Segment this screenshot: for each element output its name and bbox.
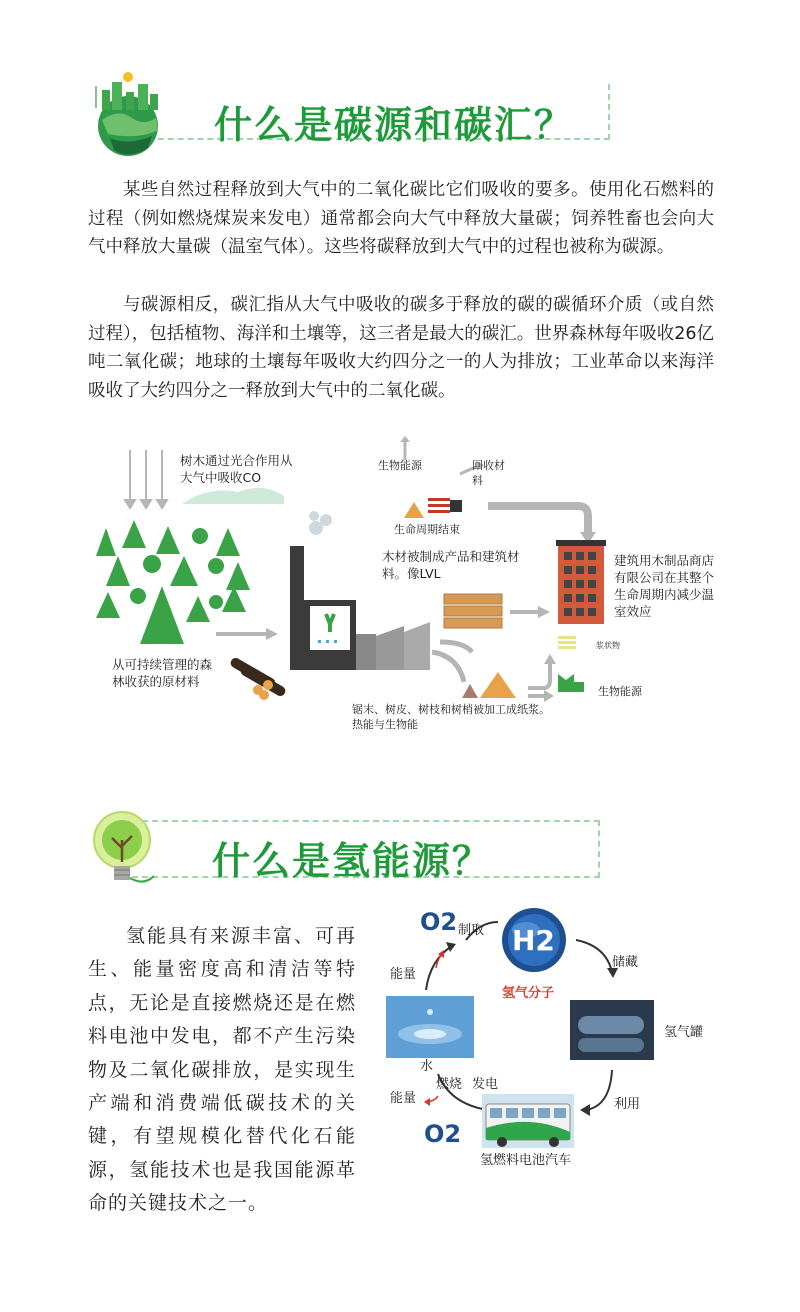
h2-label: H2	[512, 924, 555, 957]
end-of-life-label: 生命周期结束	[394, 523, 460, 536]
recycle-label: 回收材料	[472, 459, 505, 487]
sawdust-label: 锯末、树皮、树枝和树梢被加工成纸浆。热能与生物能	[352, 703, 550, 731]
bioenergy-bottom-label: 生物能源	[598, 685, 642, 698]
tank-label: 氢气罐	[664, 1025, 704, 1040]
bioenergy-top-label: 生物能源	[378, 459, 422, 472]
use-label: 利用	[614, 1097, 641, 1112]
section2-header	[82, 806, 602, 892]
trees-label: 树木通过光合作用从大气中吸收CO	[180, 453, 293, 485]
carbon-cycle-diagram	[88, 436, 728, 736]
o2-bottom-label: O2	[424, 1120, 462, 1148]
section2-title: 什么是氢能源？	[212, 839, 493, 883]
burn-label: 燃烧	[436, 1077, 463, 1092]
hydrogen-cycle-diagram	[380, 900, 730, 1180]
energy-bottom-label: 能量	[390, 1091, 417, 1106]
storage-label: 储藏	[612, 955, 639, 970]
globe-city-icon	[88, 68, 178, 160]
section1-paragraph-2: 与碳源相反，碳汇指从大气中吸收的碳多于释放的碳的碳循环介质（或自然过程），包括植物、海洋和土壤等，这三者是最大的碳汇。世界森林每年吸收26亿吨二氧化碳；地球的土壤每年吸收大约四分之一的人为排放；工业革命以来海洋吸收了大约四分之一释放到大气中的二氧化碳。	[88, 295, 715, 401]
energy-top-label: 能量	[390, 967, 417, 982]
forest-label: 从可持续管理的森林收获的原材料	[112, 657, 213, 689]
building-materials-label: 木材被制成产品和建筑材料。像LVL	[382, 549, 520, 581]
section1-paragraph-1: 某些自然过程释放到大气中的二氧化碳比它们吸收的要多。使用化石燃料的过程（例如燃烧煤炭来发电）通常都会向大气中释放大量碳；饲养牲畜也会向大气中释放大量碳（温室气体）。这些将碳释放到大气中的过程也被称为碳源。	[88, 180, 714, 257]
water-label: 水	[420, 1059, 434, 1074]
section2-paragraph: 氢能具有来源丰富、可再生、能量密度高和清洁等特点，无论是直接燃烧还是在燃料电池中发电，都不产生污染物及二氧化碳排放，是实现生产端和消费端低碳技术的关键，有望规模化替代化石能源，氢能技术也是我国能源革命的关键技术之一。	[88, 925, 356, 1215]
h2-molecule-label: 氢气分子	[502, 986, 555, 1001]
generate-label: 发电	[472, 1077, 499, 1092]
building-label: 建筑用木制品商店有限公司在其整个生命周期内减少温室效应	[614, 553, 715, 619]
bus-label: 氢燃料电池汽车	[480, 1153, 572, 1168]
lightbulb-tree-icon	[82, 806, 162, 892]
paper-label: 浆状物	[596, 641, 620, 650]
o2-top-label: O2	[420, 908, 458, 936]
produce-label: 制取	[458, 923, 485, 938]
section1-title: 什么是碳源和碳汇？	[214, 103, 575, 147]
section1-header	[88, 68, 618, 160]
